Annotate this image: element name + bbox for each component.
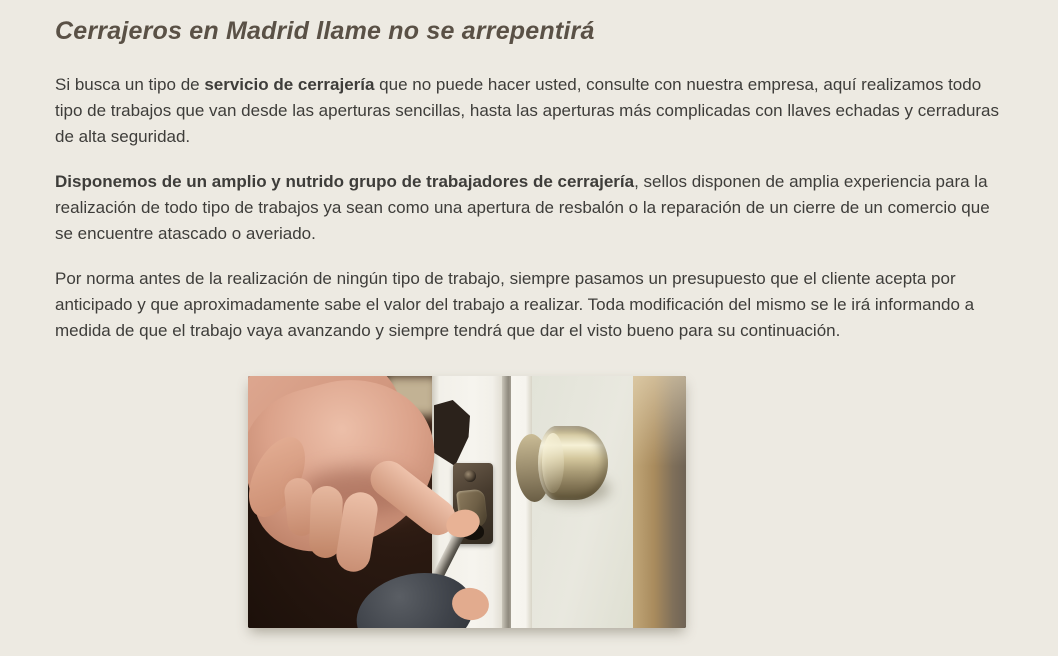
door-jamb-strip <box>511 376 532 628</box>
page-title: Cerrajeros en Madrid llame no se arrepentirá <box>55 17 595 45</box>
paragraph-text: Si busca un tipo de <box>55 75 205 94</box>
locksmith-photo <box>248 376 686 628</box>
photo-tan-highlight <box>633 376 686 466</box>
paragraph-intro <box>55 72 1012 150</box>
bold-keyphrase-trabajadores: Disponemos de un amplio y nutrido grupo de trabajadores de cerrajería <box>55 172 635 191</box>
doorknob-highlight <box>542 433 564 493</box>
paragraph-text: que no puede hacer usted, consulte con nuestra empresa, aquí realizamos todo tipo de trabajos que van desde las aperturas sencillas, hasta las aperturas más complicadas con llaves echadas y cerraduras de alta seguridad. <box>55 75 1000 146</box>
article-content <box>55 0 1012 628</box>
paragraph-presupuesto <box>55 266 1012 344</box>
latch-screw <box>464 470 476 482</box>
paragraph-equipo <box>55 169 1012 247</box>
article-body <box>55 72 1012 344</box>
door-seam <box>502 376 511 628</box>
bold-keyphrase-servicio-cerrajeria: servicio de cerrajería <box>204 75 375 94</box>
paragraph-text: Por norma antes de la realización de ningún tipo de trabajo, siempre pasamos un presupuesto que el cliente acepta por anticipado y que aproximadamente sabe el valor del trabajo a realizar. Toda modificación del mismo se le irá informando a medida de que el trabajo vaya avanzando y siempre tendrá que dar el visto bueno para su continuación. <box>55 269 975 340</box>
paragraph-text: , sellos disponen de amplia experiencia para la realización de todo tipo de trabajos ya sean como una apertura de resbalón o la reparación de un cierre de un comercio que se encuentre atascado o averiado. <box>55 172 990 243</box>
